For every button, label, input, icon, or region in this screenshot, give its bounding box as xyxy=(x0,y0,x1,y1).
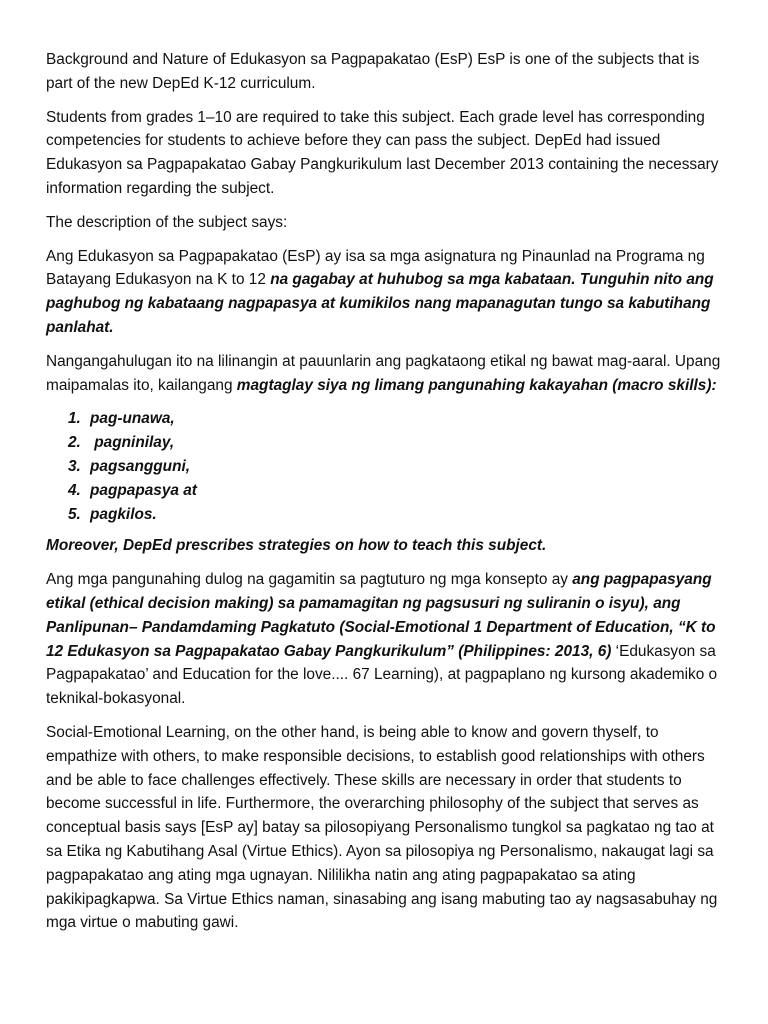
list-number: 1. xyxy=(68,410,81,428)
document-page xyxy=(46,48,722,945)
macro-skills-bold-text: magtaglay siya ng limang pangunahing kakayahan (macro skills) xyxy=(236,376,712,394)
list-text: pagsangguni, xyxy=(90,457,191,475)
list-text: pag-unawa, xyxy=(90,410,175,428)
list-item xyxy=(68,503,722,527)
list-text: pagninilay, xyxy=(90,434,175,452)
grades-paragraph: Students from grades 1–10 are required to take this subject. Each grade level has corresponding competencies for students to achieve before they can pass the subject. DepEd had issued Edukasyon sa Pagpapakatao Gabay Pangkurikulum last December 2013 containing the necessary information regarding the subject. xyxy=(46,108,719,197)
strategies-heading: Moreover, DepEd prescribes strategies on how to teach this subject. xyxy=(46,537,547,555)
description-plain-text: Ang Edukasyon sa Pagpapakatao (EsP) ay isa sa mga asignatura ng Pinaunlad na Programa ng Batayang Edukasyon na K to 12 xyxy=(46,247,705,289)
list-item xyxy=(68,479,722,503)
list-text: pagkilos. xyxy=(90,505,157,523)
subject-description-paragraph xyxy=(46,245,722,340)
approaches-plain-text: Ang mga pangunahing dulog na gagamitin sa pagtuturo ng mga konsepto ay xyxy=(46,571,573,589)
macro-skills-paragraph xyxy=(46,350,722,398)
macro-skills-plain-text: Nangangahulugan ito na lilinangin at pauunlarin ang pagkataong etikal ng bawat mag-aaral. Upang maipamalas ito, kailangang xyxy=(46,352,721,394)
macro-skills-list xyxy=(46,407,722,526)
list-item xyxy=(68,407,722,431)
list-number: 3. xyxy=(68,457,81,475)
intro-paragraph: Background and Nature of Edukasyon sa Pagpapakatao (EsP) EsP is one of the subjects that is part of the new DepEd K-12 curriculum. xyxy=(46,51,700,92)
list-text: pagpapasya at xyxy=(90,481,197,499)
list-number: 4. xyxy=(68,481,81,499)
macro-skills-colon: : xyxy=(711,376,717,394)
approaches-trailing-text: ‘Edukasyon sa Pagpapakatao’ and Education for the love.... 67 Learning), at pagpaplano ng kursong akademiko o teknikal-bokasyonal. xyxy=(46,642,718,708)
description-bold-text: na gagabay at huhubog sa mga kabataan. Tunguhin nito ang paghubog ng kabataang nagpapasya at kumikilos nang mapanagutan tungo sa kabutihang panlahat. xyxy=(46,271,714,336)
list-number: 5. xyxy=(68,505,81,523)
description-lead: The description of the subject says: xyxy=(46,213,288,231)
approaches-paragraph xyxy=(46,568,722,711)
list-item xyxy=(68,455,722,479)
list-item xyxy=(68,431,722,455)
list-number: 2. xyxy=(68,434,81,452)
approaches-bold-text: ang pagpapasyang etikal (ethical decision making) sa pamamagitan ng pagsusuri ng suliranin o isyu), ang Panlipunan– Pandamdaming Pagkatuto (Social-Emotional 1 Department of Education, “K to 12 Edukasyon sa Pagpapakatao Gabay Pangkurikulum” (Philippines: 2013, 6) xyxy=(46,571,716,660)
sel-paragraph: Social-Emotional Learning, on the other hand, is being able to know and govern thyself, to empathize with others, to make responsible decisions, to establish good relationships with others and be able to face challenges effectively. These skills are necessary in order that students to become successful in life. Furthermore, the overarching philosophy of the subject that serves as conceptual basis says [EsP ay] batay sa pilosopiyang Personalismo tungkol sa pagkatao ng tao at sa Etika ng Kabutihang Asal (Virtue Ethics). Ayon sa pilosopiya ng Personalismo, nakaugat lagi sa pagpapakatao ang ating mga ugnayan. Nililikha natin ang ating pagpapakatao sa ating pakikipagkapwa. Sa Virtue Ethics naman, sinasabing ang isang mabuting tao ay nagsasabuhay ng mga virtue o mabuting gawi. xyxy=(46,723,718,932)
